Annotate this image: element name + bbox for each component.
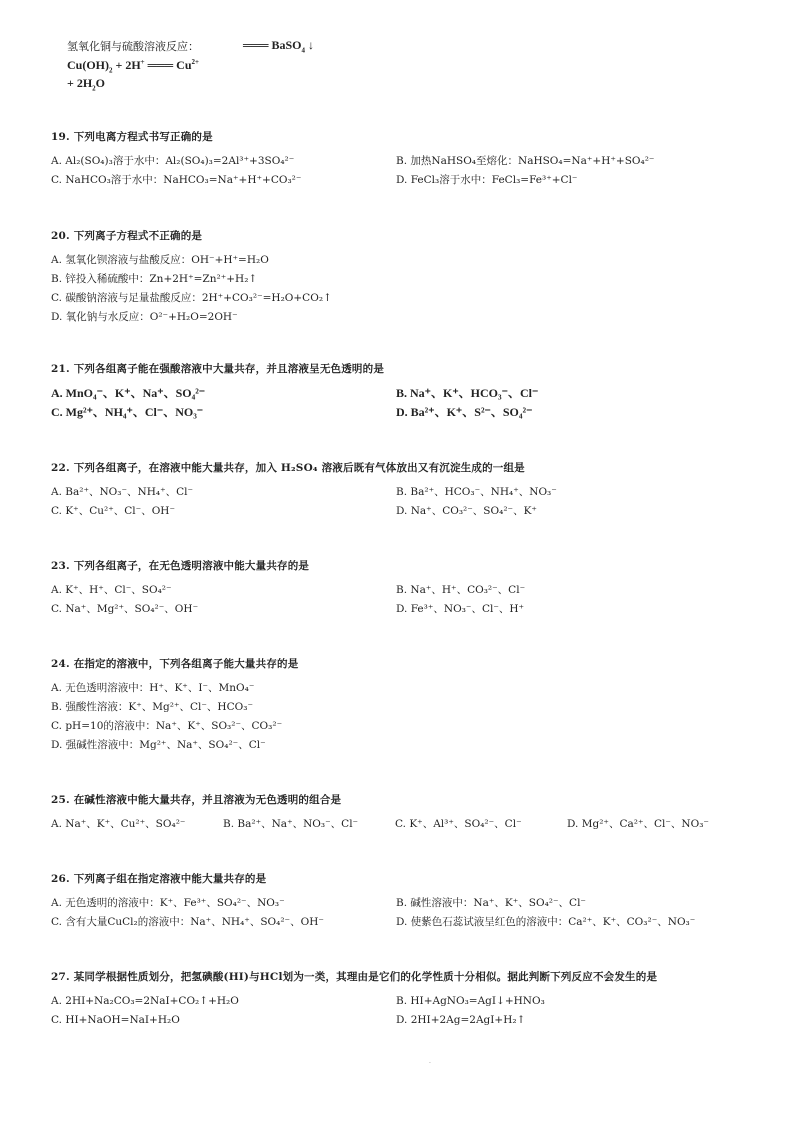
option-b: B. HI+AgNO₃=AgI↓+HNO₃ xyxy=(396,994,545,1007)
option-c: C. pH=10的溶液中：Na⁺、K⁺、SO₃²⁻、CO₃²⁻ xyxy=(51,720,283,732)
option-a: A. 氢氧化钡溶液与盐酸反应：OH⁻+H⁺=H₂O xyxy=(51,254,269,266)
question-title: 20. 下列离子方程式不正确的是 xyxy=(51,230,203,242)
question-title: 26. 下列离子组在指定溶液中能大量共存的是 xyxy=(51,873,267,885)
option-d: D. 2HI+2Ag=2AgI+H₂↑ xyxy=(396,1013,526,1026)
option-c: C. 碳酸钠溶液与足量盐酸反应：2H⁺+CO₃²⁻=H₂O+CO₂↑ xyxy=(51,292,332,304)
question-23 xyxy=(51,558,751,618)
prior-equation-line-1: $Cu(OH)_2 + 2H^+$ ═══ $Cu^{2+}$ xyxy=(67,58,200,75)
option-d: D. Fe³⁺、NO₃⁻、Cl⁻、H⁺ xyxy=(396,603,525,615)
option-b: B. 加热NaHSO₄至熔化：NaHSO₄=Na⁺+H⁺+SO₄²⁻ xyxy=(396,155,655,167)
question-title: 22. 下列各组离子，在溶液中能大量共存，加入 H₂SO₄ 溶液后既有气体放出又有沉淀生成的一组是 xyxy=(51,462,525,474)
option-c: C. Mg²⁺、NH₄⁺、Cl⁻、NO₃⁻ xyxy=(51,405,204,419)
option-b: B. Na⁺、K⁺、HCO₃⁻、Cl⁻ xyxy=(396,386,539,400)
option-b: B. Ba²⁺、HCO₃⁻、NH₄⁺、NO₃⁻ xyxy=(396,486,557,498)
question-title: 25. 在碱性溶液中能大量共存，并且溶液为无色透明的组合是 xyxy=(51,794,342,806)
option-d: D. Ba²⁺、K⁺、S²⁻、SO₄²⁻ xyxy=(396,405,533,419)
option-c: C. Na⁺、Mg²⁺、SO₄²⁻、OH⁻ xyxy=(51,603,199,615)
option-b: B. Na⁺、H⁺、CO₃²⁻、Cl⁻ xyxy=(396,584,526,596)
option-a: A. Ba²⁺、NO₃⁻、NH₄⁺、Cl⁻ xyxy=(51,486,194,498)
option-d: D. 氧化钠与水反应：O²⁻+H₂O=2OH⁻ xyxy=(51,311,238,323)
option-b: B. Ba²⁺、Na⁺、NO₃⁻、Cl⁻ xyxy=(223,818,359,830)
question-25 xyxy=(51,792,751,833)
option-a: A. Al₂(SO₄)₃溶于水中：Al₂(SO₄)₃=2Al³⁺+3SO₄²⁻ xyxy=(51,155,295,167)
option-d: D. 使紫色石蕊试液呈红色的溶液中：Ca²⁺、K⁺、CO₃²⁻、NO₃⁻ xyxy=(396,916,696,928)
option-c: C. HI+NaOH=NaI+H₂O xyxy=(51,1013,180,1026)
option-a: A. 2HI+Na₂CO₃=2NaI+CO₂↑+H₂O xyxy=(51,994,239,1007)
question-title: 21. 下列各组离子能在强酸溶液中大量共存，并且溶液呈无色透明的是 xyxy=(51,363,385,375)
question-19 xyxy=(51,129,751,189)
question-24 xyxy=(51,656,751,754)
question-title: 19. 下列电离方程式书写正确的是 xyxy=(51,131,213,143)
prior-equation-line-2: + $2H_2O$ xyxy=(67,76,106,93)
prior-answer-block xyxy=(67,38,367,92)
question-20 xyxy=(51,228,751,326)
footer-mark: . xyxy=(429,1058,431,1065)
option-b: B. 锌投入稀硫酸中：Zn+2H⁺=Zn²⁺+H₂↑ xyxy=(51,273,258,285)
option-a: A. 无色透明溶液中：H⁺、K⁺、I⁻、MnO₄⁻ xyxy=(51,682,255,694)
option-c: C. 含有大量CuCl₂的溶液中：Na⁺、NH₄⁺、SO₄²⁻、OH⁻ xyxy=(51,916,324,928)
option-b: B. 碱性溶液中：Na⁺、K⁺、SO₄²⁻、Cl⁻ xyxy=(396,897,586,909)
option-d: D. 强碱性溶液中：Mg²⁺、Na⁺、SO₄²⁻、Cl⁻ xyxy=(51,739,266,751)
option-a: A. 无色透明的溶液中：K⁺、Fe³⁺、SO₄²⁻、NO₃⁻ xyxy=(51,897,285,909)
option-d: D. Mg²⁺、Ca²⁺、Cl⁻、NO₃⁻ xyxy=(567,818,709,830)
option-c: C. K⁺、Al³⁺、SO₄²⁻、Cl⁻ xyxy=(395,818,522,830)
option-a: A. K⁺、H⁺、Cl⁻、SO₄²⁻ xyxy=(51,584,172,596)
question-21 xyxy=(51,361,751,421)
option-d: D. Na⁺、CO₃²⁻、SO₄²⁻、K⁺ xyxy=(396,505,537,517)
question-27 xyxy=(51,969,751,1029)
option-a: A. Na⁺、K⁺、Cu²⁺、SO₄²⁻ xyxy=(51,818,186,830)
option-a: A. MnO₄⁻、K⁺、Na⁺、SO₄²⁻ xyxy=(51,386,206,400)
option-c: C. K⁺、Cu²⁺、Cl⁻、OH⁻ xyxy=(51,505,176,517)
question-title: 23. 下列各组离子，在无色透明溶液中能大量共存的是 xyxy=(51,560,310,572)
question-26 xyxy=(51,871,751,931)
prior-baso4-equation: ═══ BaSO$_4$ ↓ xyxy=(243,38,315,55)
option-c: C. NaHCO₃溶于水中：NaHCO₃=Na⁺+H⁺+CO₃²⁻ xyxy=(51,174,302,186)
question-22 xyxy=(51,460,751,520)
prior-answer-label: 氢氧化铜与硫酸溶液反应： xyxy=(67,40,199,53)
option-d: D. FeCl₃溶于水中：FeCl₃=Fe³⁺+Cl⁻ xyxy=(396,174,578,186)
option-b: B. 强酸性溶液：K⁺、Mg²⁺、Cl⁻、HCO₃⁻ xyxy=(51,701,253,713)
question-title: 24. 在指定的溶液中，下列各组离子能大量共存的是 xyxy=(51,658,299,670)
question-title: 27. 某同学根据性质划分，把氢碘酸(HI)与HCl划为一类，其理由是它们的化学性质十分相似。据此判断下列反应不会发生的是 xyxy=(51,971,658,983)
